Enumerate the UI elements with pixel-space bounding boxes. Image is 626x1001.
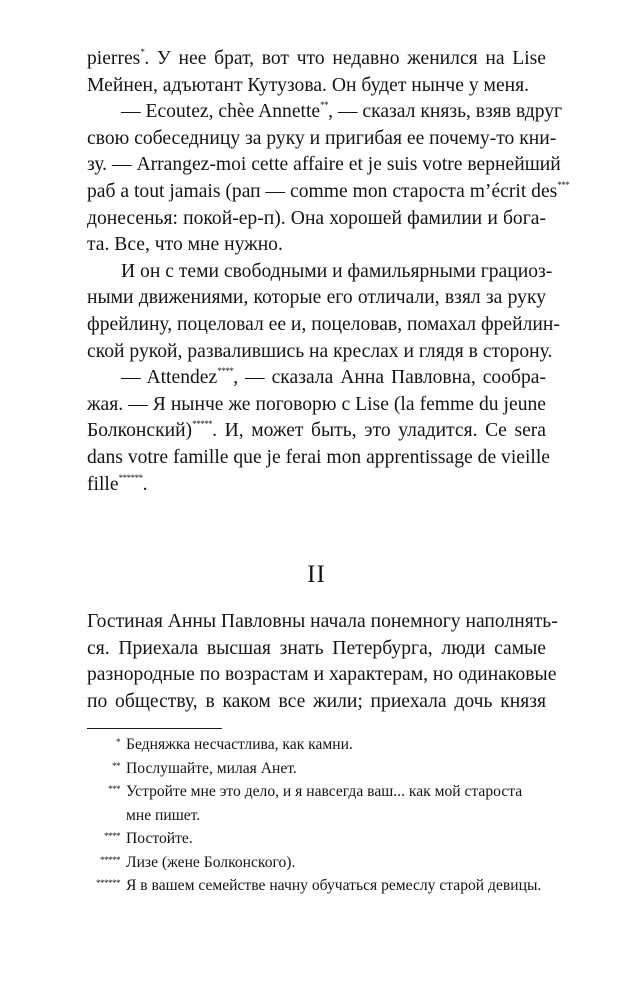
text-line-part: Болконский): [87, 420, 193, 442]
text-line: [87, 232, 546, 259]
text-line: [87, 179, 570, 206]
text-line-part: Мейнен, адъютант Кутузова. Он будет нынче у меня.: [87, 74, 530, 96]
text-line: [87, 152, 561, 179]
chapter-heading: II: [307, 561, 326, 588]
text-line: [87, 99, 563, 126]
footnotes: [87, 733, 547, 898]
footnote-ref: ******: [118, 472, 143, 483]
text-line: [87, 392, 546, 419]
chapter-line: разнородные по возрастам и характерам, но одинаковые: [87, 664, 557, 686]
footnote-mark: *****: [100, 854, 120, 865]
text-line-part: , — сказала Анна Павловна, сообра-: [233, 367, 546, 389]
text-line-part: . У нее брат, вот что недавно женился на Lise: [144, 48, 546, 69]
text-line: [87, 365, 546, 392]
text-line: [87, 46, 546, 73]
body-text: [87, 46, 570, 498]
footnote-text: Устройте мне это дело, и я навсегда ваш... как мой староста мне пишет.: [126, 783, 523, 824]
text-line-part: ской рукой, развалившись на креслах и глядя в сторону.: [87, 340, 553, 362]
text-line-part: dans votre famille que je ferai mon apprentissage de vieille: [87, 446, 550, 468]
text-line-part: И он с теми свободными и фамильярными грациоз-: [121, 260, 553, 282]
text-line-part: та. Все, что мне нужно.: [87, 234, 283, 256]
chapter-text: [87, 609, 558, 715]
text-line-part: донесенья: покой-ер-п). Она хорошей фамилии и бога-: [87, 207, 546, 229]
footnote: [87, 780, 547, 827]
footnote: [87, 757, 547, 781]
text-line-part: pierres: [87, 48, 141, 69]
footnote: [87, 851, 547, 875]
text-line: [87, 73, 546, 100]
text-line: [87, 339, 553, 366]
text-line-part: фрейлину, поцеловал ее и, поцеловав, помахал фрейлин-: [87, 313, 560, 335]
text-line-part: , — сказал князь, взяв вдруг: [328, 101, 563, 123]
text-line-part: раб a tout jamais (рап — comme mon староста m’écrit des: [87, 180, 558, 202]
footnote-mark: *: [116, 737, 120, 747]
chapter-line: по обществу, в каком все жили; приехала дочь князя: [87, 690, 546, 712]
text-line: [87, 445, 550, 472]
footnote-ref: ***: [557, 179, 570, 190]
text-line-part: fille: [87, 473, 119, 495]
text-line-part: — Ecoutez, chèe Annette: [121, 101, 321, 123]
footnote-mark: ***: [108, 784, 120, 794]
footnote-text: Лизе (жене Болконского).: [126, 853, 296, 871]
footnote-ref: **: [320, 100, 329, 111]
footnote: [87, 874, 547, 898]
footnote: [87, 827, 547, 851]
footnote-ref: *****: [192, 419, 213, 430]
text-line-part: . И, может быть, это уладится. Ce sera: [212, 420, 546, 442]
text-line: [87, 126, 557, 153]
footnote-mark: ****: [104, 831, 120, 841]
text-line-part: — Attendez: [121, 367, 218, 389]
footnote-ref: *: [140, 47, 145, 57]
footnote-text: Я в вашем семействе начну обучаться ремеслу старой девицы.: [126, 877, 542, 894]
text-line: [87, 472, 546, 499]
text-line-part: свою собеседницу за руку и пригибая ее почему-то кни-: [87, 127, 557, 149]
text-line-part: жая. — Я нынче же поговорю с Lise (la femme du jeune: [87, 393, 546, 415]
text-line-part: зу. — Arrangez-moi cette affaire et je suis votre вернейший: [87, 154, 561, 176]
footnote-mark: ******: [96, 878, 120, 888]
footnote: [87, 733, 547, 757]
footnote-text: Постойте.: [126, 830, 193, 847]
text-line-part: ными движениями, которые его отличали, взял за руку: [87, 287, 546, 309]
chapter-line: Гостиная Анны Павловны начала понемногу наполнять-: [87, 611, 558, 632]
footnote-text: Послушайте, милая Анет.: [126, 759, 297, 777]
text-line: [87, 206, 546, 233]
footnote-rule: [87, 728, 222, 729]
footnote-ref: ****: [217, 366, 234, 377]
text-line: [87, 285, 546, 312]
text-line-part: .: [142, 473, 148, 495]
text-line: [87, 418, 546, 445]
footnote-mark: **: [112, 760, 120, 771]
text-line: [87, 312, 560, 339]
text-line: [87, 259, 553, 286]
footnote-text: Бедняжка несчастлива, как камни.: [126, 736, 353, 753]
chapter-line: ся. Приехала высшая знать Петербурга, люди самые: [87, 637, 546, 659]
